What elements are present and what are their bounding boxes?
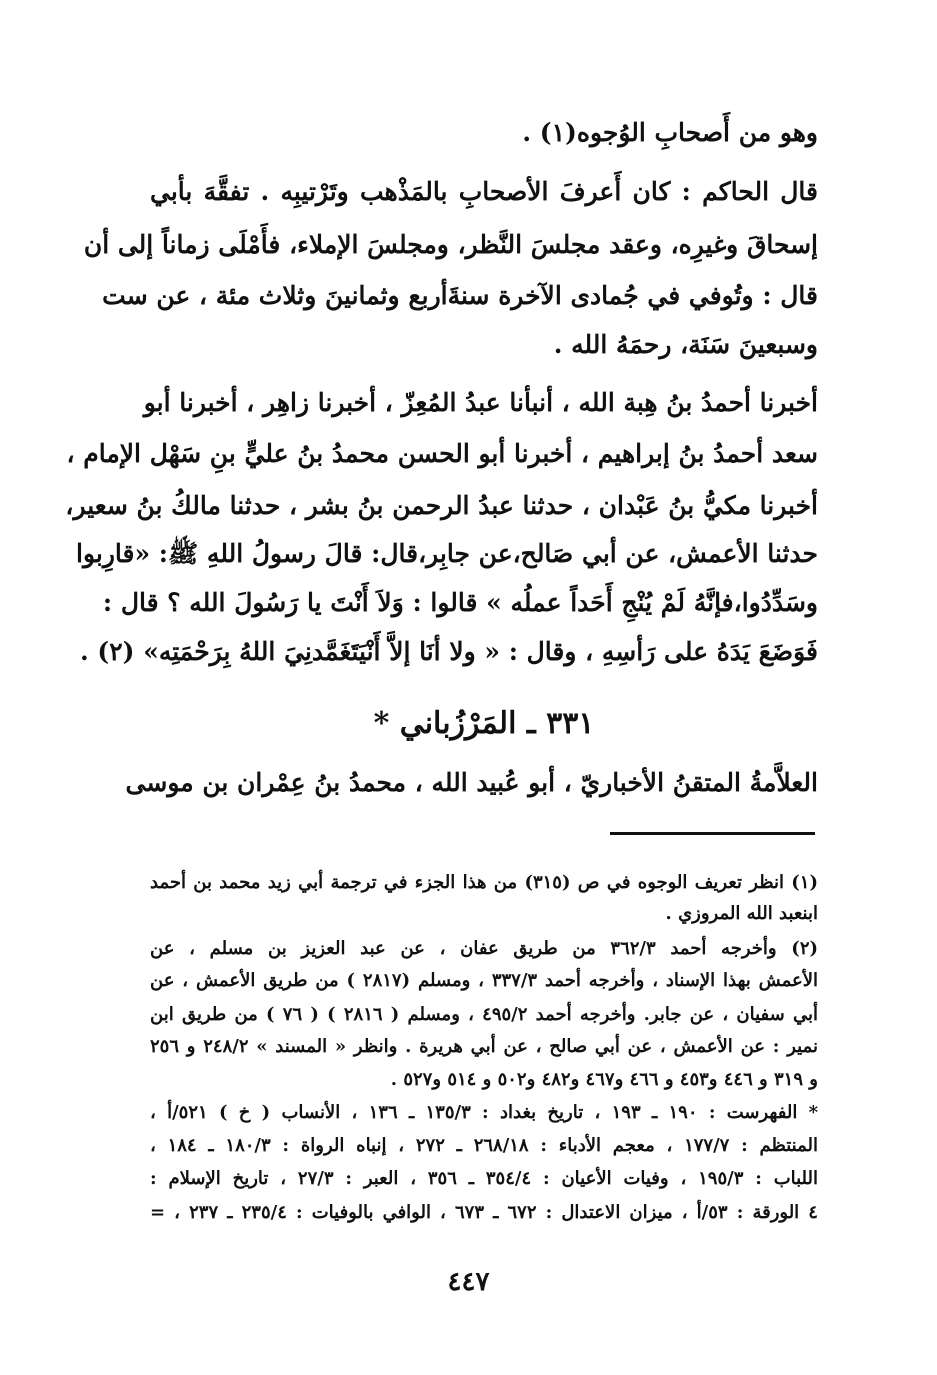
footnote-divider bbox=[610, 832, 815, 835]
footnote-line-1: (١) انظر تعريف الوجوه في ص (٣١٥) من هذا الجزء في ترجمة أبي زيد محمد بن أحمد bbox=[150, 872, 818, 893]
footnote-line-11: ٤ الورقة : ٥٣/أ ، ميزان الاعتدال : ٦٧٢ ـ ٦٧٣ ، الوافي بالوفيات : ٢٣٥/٤ ـ ٢٣٧ ، = bbox=[150, 1202, 818, 1223]
body-line-4: قال : وتُوفي في جُمادى الآخرة سنةَأربع وثمانينَ وثلاث مئة ، عن ست bbox=[102, 281, 818, 310]
footnote-line-7: و ٣١٩ و ٤٤٦ و٤٥٣ و ٤٦٦ و٤٦٧ و٤٨٢ و٥٠٢ و ٥١٤ و٥٢٧ . bbox=[390, 1069, 818, 1090]
footnote-line-3: (٢) وأخرجه أحمد ٣٦٢/٣ من طريق عفان ، عن عبد العزيز بن مسلم ، عن bbox=[150, 938, 819, 959]
entry-heading: ٣٣١ ـ المَرْزُباني * bbox=[373, 706, 595, 741]
footnote-line-8: * الفهرست : ١٩٠ ـ ١٩٣ ، تاريخ بغداد : ١٣٥/٣ ـ ١٣٦ ، الأنساب ( خ ) ٥٢١/أ ، bbox=[150, 1102, 819, 1123]
body-line-9: حدثنا الأعمش، عن أبي صَالح،عن جابِر،قال: قالَ رسولُ اللهِ ﷺ: «قارِبوا bbox=[76, 539, 818, 568]
body-line-11: فَوَضَعَ يَدَهُ على رَأسِهِ ، وقال : « ولا أنَا إلاَّ أَنْيَتَغَمَّدنِيَ اللهُ بِرَحْمَتِه» (٢) . bbox=[79, 637, 818, 666]
entry-intro: العلاَّمةُ المتقنُ الأخباريّ ، أبو عُبيد الله ، محمدُ بنُ عِمْران بن موسى bbox=[125, 768, 818, 797]
body-line-3: إسحاقَ وغيرِه، وعقد مجلسَ النَّظر، ومجلسَ الإملاء، فأَمْلَى زماناً إلى أن bbox=[83, 230, 818, 259]
body-line-1: وهو من أَصحابِ الوُجوه(١) . bbox=[522, 118, 818, 147]
body-line-7: سعد أحمدُ بنُ إبراهيم ، أخبرنا أبو الحسن محمدُ بنُ عليٍّ بنِ سَهْل الإمام ، bbox=[66, 439, 818, 468]
body-line-6: أخبرنا أحمدُ بنُ هِبة الله ، أنبأنا عبدُ المُعِزّ ، أخبرنا زاهِر ، أخبرنا أبو bbox=[143, 388, 818, 417]
footnote-line-6: نمير : عن الأعمش ، عن أبي صالح ، عن أبي هريرة . وانظر « المسند » ٢٤٨/٢ و ٢٥٦ bbox=[150, 1036, 818, 1057]
footnote-line-9: المنتظم : ١٧٧/٧ ، معجم الأدباء : ٢٦٨/١٨ ـ ٢٧٢ ، إنباه الرواة : ١٨٠/٣ ـ ١٨٤ ، bbox=[150, 1135, 819, 1156]
body-line-2: قال الحاكم : كان أَعرفَ الأصحابِ بالمَذْهب وتَرْتيبِه . تفقَّهَ بأبي bbox=[150, 177, 818, 206]
page-number: ٤٤٧ bbox=[447, 1267, 490, 1297]
body-line-5: وسبعينَ سَنَة، رحمَهُ الله . bbox=[553, 330, 818, 359]
footnote-line-4: الأعمش بهذا الإسناد ، وأخرجه أحمد ٣٣٧/٣ ، ومسلم (٢٨١٧ ) من طريق الأعمش ، عن bbox=[150, 970, 818, 991]
footnote-line-5: أبي سفيان ، عن جابر. وأخرجه أحمد ٤٩٥/٢ ، ومسلم ( ٢٨١٦ ) ( ٧٦ ) من طريق ابن bbox=[150, 1004, 818, 1025]
footnote-line-2: ابنعبد الله المروزي . bbox=[665, 903, 818, 924]
body-line-10: وسَدِّدُوا،فإنَّهُ لَمْ يُنْجِ أَحَداً عملُه » قالوا : وَلاَ أَنْتَ يا رَسُولَ الله ؟ قال : bbox=[102, 588, 818, 617]
body-line-8: أخبرنا مكيُّ بنُ عَبْدان ، حدثنا عبدُ الرحمن بنُ بشر ، حدثنا مالكُ بنُ سعير، bbox=[65, 491, 818, 520]
footnote-line-10: اللباب : ١٩٥/٣ ، وفيات الأعيان : ٣٥٤/٤ ـ ٣٥٦ ، العبر : ٢٧/٣ ، تاريخ الإسلام : bbox=[150, 1168, 819, 1189]
